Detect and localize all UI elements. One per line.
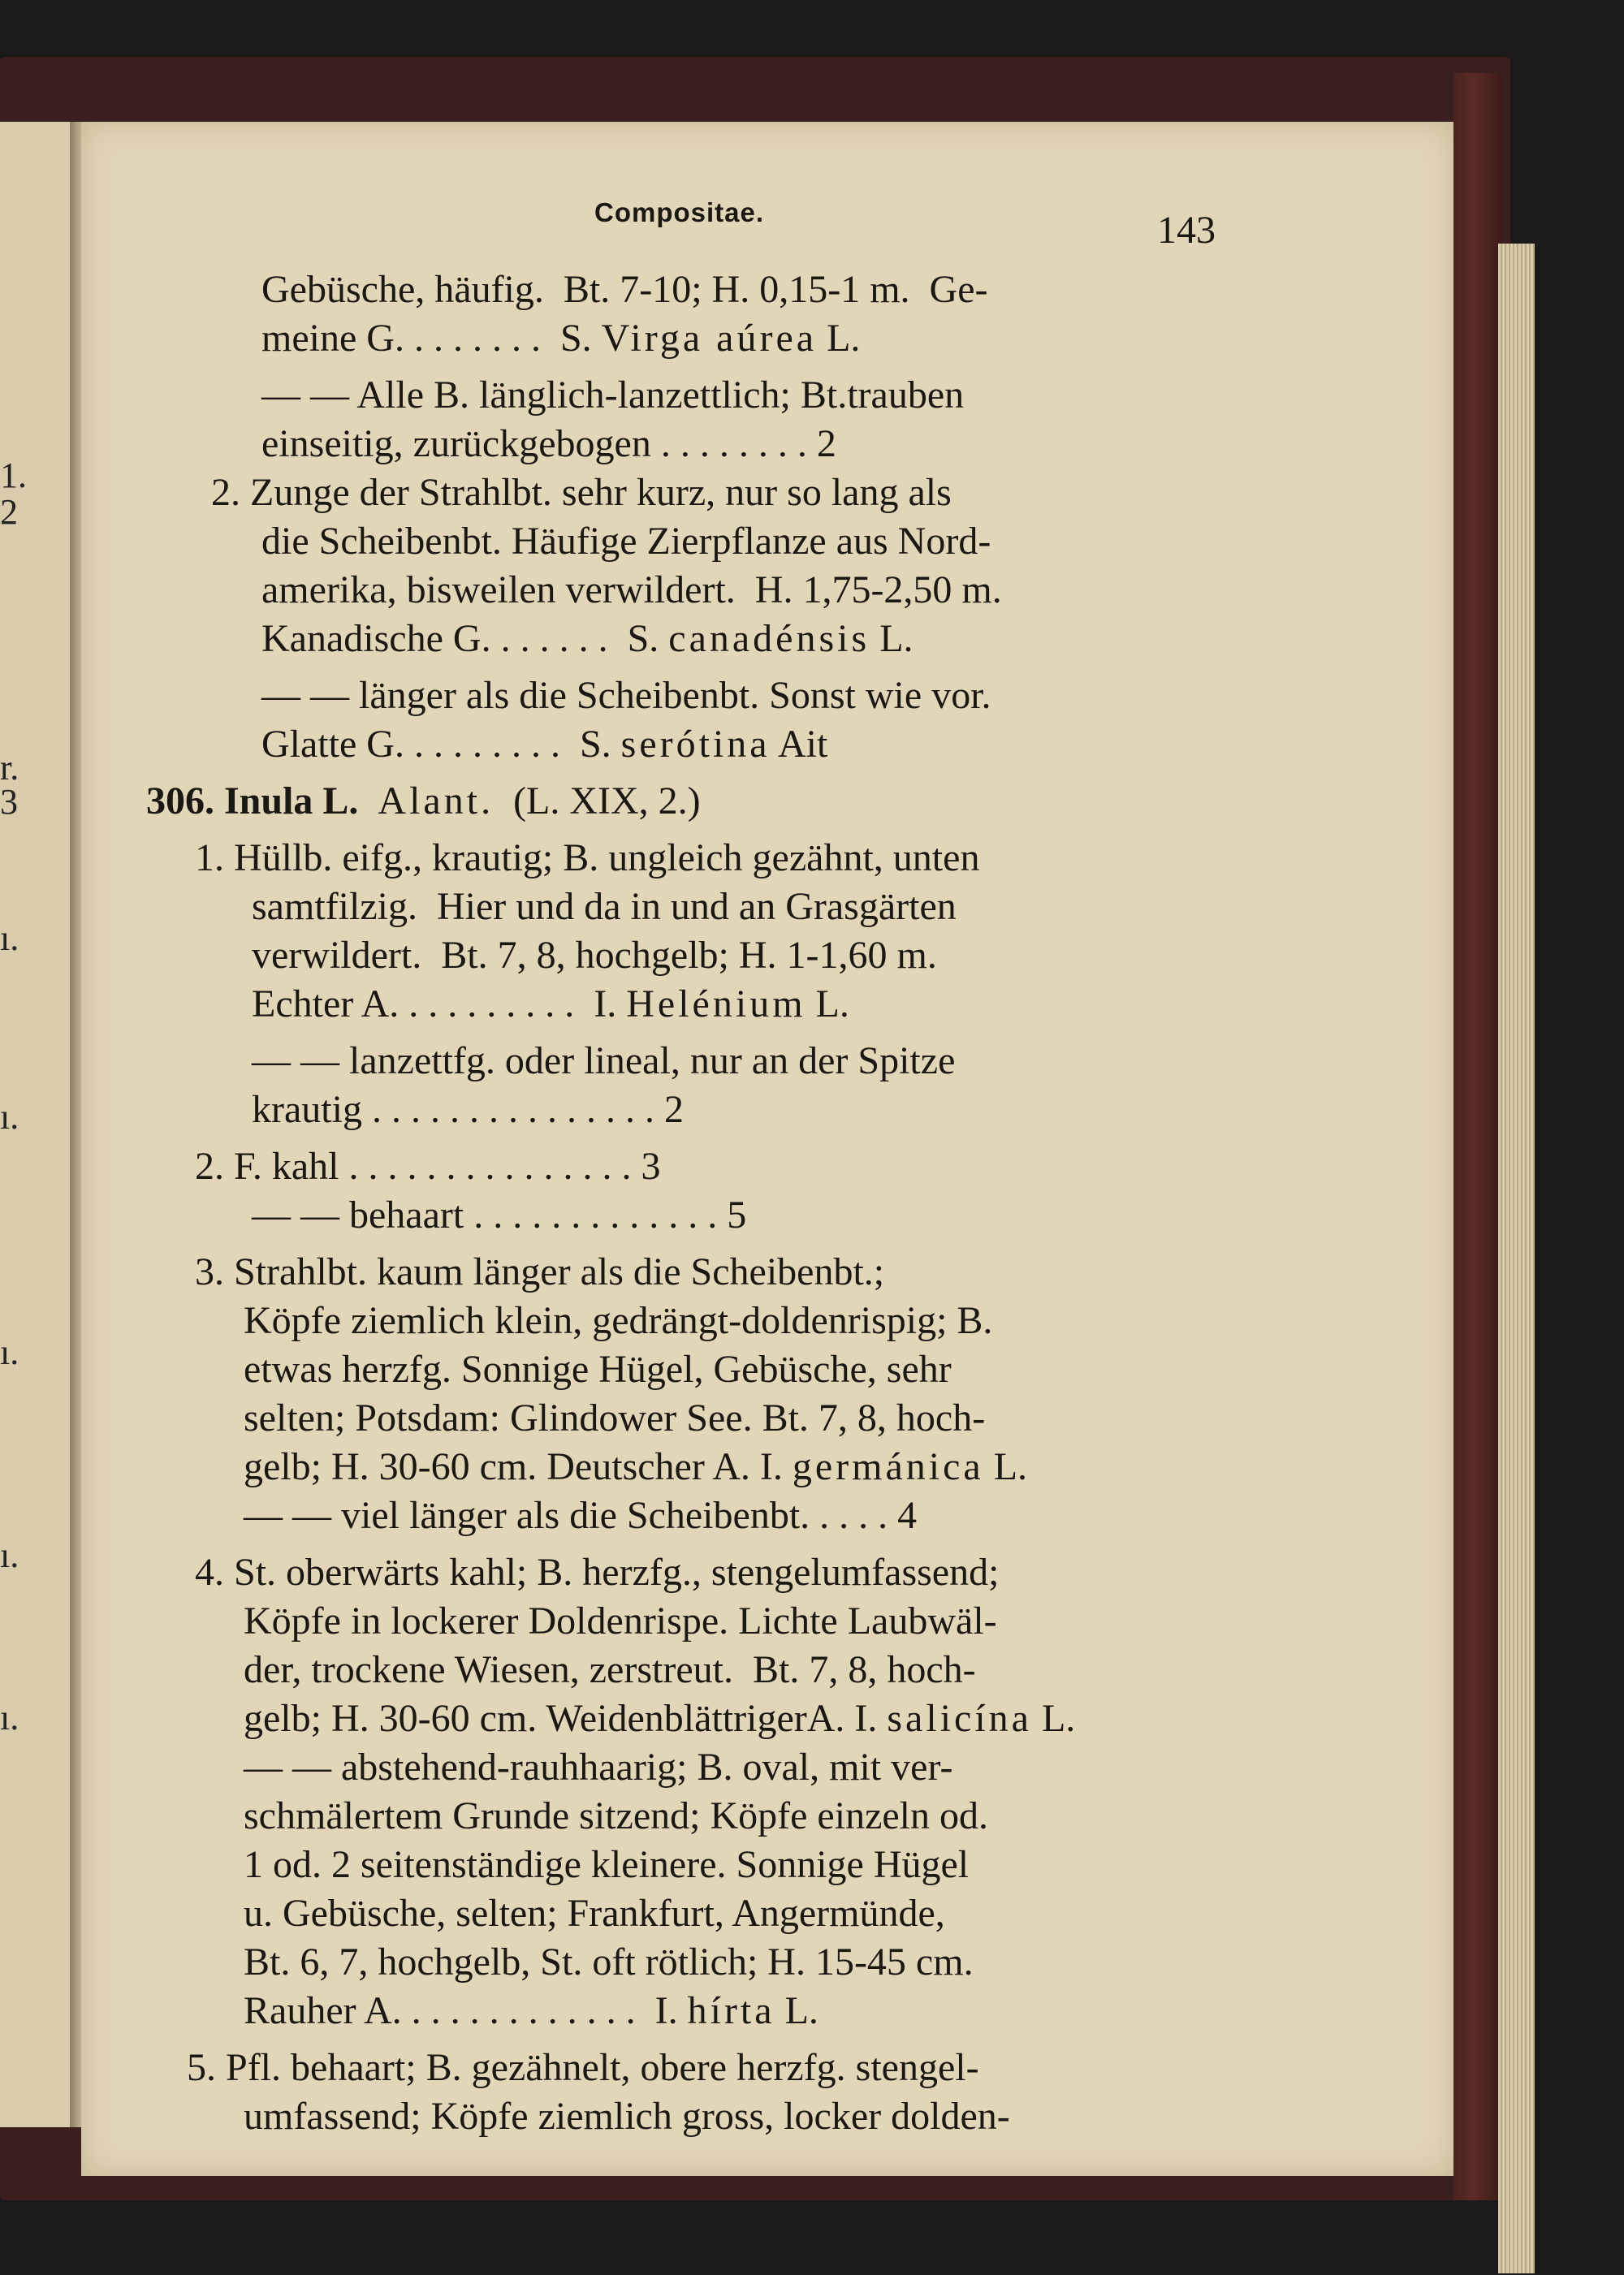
text-line (252, 936, 937, 975)
text-line (195, 836, 980, 879)
book-page (81, 122, 1453, 2176)
line-text: u. Gebüsche, selten; Frankfurt, Angermünde, (244, 1892, 945, 1935)
line-text: gelb; H. 30-60 cm. WeidenblättrigerA. I. (244, 1697, 888, 1740)
species-name: Helénium (626, 982, 806, 1025)
line-text: L. (775, 1989, 818, 2032)
line-text: 4. St. oberwärts kahl; B. herzfg., stengelumfassend; (195, 1551, 1000, 1594)
text-line (244, 1845, 969, 1884)
text-line (244, 1648, 976, 1691)
species-name: germánica (792, 1445, 984, 1488)
line-text: schmälertem Grunde sitzend; Köpfe einzeln od. (244, 1794, 989, 1837)
line-text: einseitig, zurückgebogen . . . . . . . . 2 (261, 422, 836, 465)
line-text: der, trockene Wiesen, zerstreut. Bt. 7, 8, hoch- (244, 1648, 976, 1691)
line-text: — — Alle B. länglich-lanzettlich; Bt.trauben (261, 373, 965, 417)
line-text: Köpfe ziemlich klein, gedrängt-doldenrispig; B. (244, 1299, 993, 1342)
text-line (244, 1989, 818, 2032)
left-page-edge-char: ı. (0, 1097, 19, 1137)
text-line (244, 1894, 945, 1933)
species-name: hírta (687, 1989, 775, 2032)
line-text: meine G. . . . . . . . S. (261, 317, 602, 360)
line-text: Köpfe in lockerer Doldenrispe. Lichte Laubwäl- (244, 1599, 997, 1643)
left-page-edge-char: ı. (0, 1698, 19, 1738)
line-text: — — behaart . . . . . . . . . . . . . 5 (252, 1194, 747, 1237)
line-text: gelb; H. 30-60 cm. Deutscher A. I. (244, 1445, 793, 1488)
text-line (261, 619, 914, 658)
line-text: L. (806, 982, 849, 1025)
text-line (244, 1748, 952, 1787)
species-name: canadénsis (668, 617, 870, 660)
line-text (358, 779, 378, 822)
line-text: Gebüsche, häufig. Bt. 7-10; H. 0,15-1 m. Ge- (261, 268, 988, 311)
line-text: Bt. 6, 7, hochgelb, St. oft rötlich; H. 15-45 cm. (244, 1940, 974, 1984)
text-line (244, 1599, 997, 1643)
text-line (252, 982, 849, 1025)
text-line (261, 270, 988, 309)
line-text: Echter A. . . . . . . . . . I. (252, 982, 627, 1025)
page-text (81, 122, 1453, 2176)
text-line (244, 1699, 1075, 1738)
left-page-edge-char: 1. (0, 455, 27, 495)
text-line (252, 887, 957, 926)
line-text: 2. F. kahl . . . . . . . . . . . . . . . 3 (195, 1145, 661, 1188)
line-text: verwildert. Bt. 7, 8, hochgelb; H. 1-1,60 m. (252, 934, 937, 977)
species-name: Virga aúrea (601, 317, 818, 360)
text-line (244, 2097, 1010, 2136)
text-line (187, 2048, 979, 2087)
line-text: 2. Zunge der Strahlbt. sehr kurz, nur so lang als (211, 471, 952, 514)
line-text: Glatte G. . . . . . . . . S. (261, 723, 621, 766)
text-line (244, 1445, 1028, 1488)
line-text: — — abstehend-rauhhaarig; B. oval, mit ver- (244, 1746, 953, 1789)
text-line (244, 1794, 989, 1837)
text-line (261, 725, 827, 764)
left-page-edge-char: r. (0, 748, 19, 788)
line-text: etwas herzfg. Sonnige Hügel, Gebüsche, sehr (244, 1348, 952, 1391)
line-text: Rauher A. . . . . . . . . . . . . I. (244, 1989, 688, 2032)
text-line (195, 1553, 999, 1592)
running-head: Compositae. (594, 197, 765, 227)
page-number: 143 (1157, 209, 1216, 252)
line-text: selten; Potsdam: Glindower See. Bt. 7, 8, hoch- (244, 1397, 986, 1440)
text-line (252, 1196, 746, 1235)
line-text: krautig . . . . . . . . . . . . . . . 2 (252, 1088, 684, 1131)
line-text: amerika, bisweilen verwildert. H. 1,75-2,50 m. (261, 568, 1002, 611)
left-page-edge-char: ı. (0, 1535, 19, 1575)
line-text: die Scheibenbt. Häufige Zierpflanze aus Nord- (261, 520, 991, 563)
left-page-edge-char: 2 (0, 492, 18, 532)
text-line (261, 319, 860, 358)
line-text: 1. Hüllb. eifg., krautig; B. ungleich gezähnt, unten (195, 836, 980, 879)
text-line (244, 1496, 917, 1535)
line-text: — — lanzettfg. oder lineal, nur an der Spitze (252, 1039, 956, 1082)
section-heading: 306. Inula L. (146, 779, 359, 822)
text-line (261, 676, 991, 715)
line-text: Kanadische G. . . . . . . S. (261, 617, 669, 660)
line-text: L. (1031, 1697, 1076, 1740)
book-cover-edge (1453, 73, 1504, 2200)
line-text: L. (870, 617, 914, 660)
line-text: 5. Pfl. behaart; B. gezähnelt, obere herzfg. stengel- (187, 2046, 979, 2089)
text-line (244, 1350, 952, 1389)
text-line (244, 1940, 974, 1984)
text-line (252, 1039, 956, 1082)
text-line (261, 568, 1002, 611)
line-text: umfassend; Köpfe ziemlich gross, locker dolden- (244, 2095, 1010, 2138)
text-line (146, 779, 701, 822)
left-page-edge-char: ı. (0, 1332, 19, 1372)
page-stack-edge (1498, 244, 1535, 2273)
line-text: L. (817, 317, 861, 360)
text-line (195, 1147, 661, 1186)
line-text: — — länger als die Scheibenbt. Sonst wie vor. (261, 674, 991, 717)
text-line (252, 1090, 684, 1129)
line-text: Ait (770, 723, 828, 766)
line-text: samtfilzig. Hier und da in und an Grasgärten (252, 885, 957, 928)
line-text: — — viel länger als die Scheibenbt. . . . . 4 (244, 1494, 918, 1537)
text-line (195, 1250, 885, 1293)
line-text: 1 od. 2 seitenständige kleinere. Sonnige Hügel (244, 1843, 970, 1886)
left-page-edge-char: 3 (0, 782, 18, 822)
text-line (261, 422, 836, 465)
left-page-edge (0, 122, 75, 2127)
species-name: salicína (887, 1697, 1032, 1740)
text-line (244, 1299, 993, 1342)
line-text: L. (983, 1445, 1028, 1488)
line-text: (L. XIX, 2.) (494, 779, 701, 822)
species-name: Alant. (378, 779, 495, 822)
text-line (244, 1399, 985, 1438)
line-text: 3. Strahlbt. kaum länger als die Scheibenbt.; (195, 1250, 885, 1293)
left-page-edge-char: ı. (0, 918, 19, 958)
species-name: serótina (620, 723, 771, 766)
text-line (211, 473, 952, 512)
text-line (261, 522, 991, 561)
text-line (261, 373, 965, 417)
